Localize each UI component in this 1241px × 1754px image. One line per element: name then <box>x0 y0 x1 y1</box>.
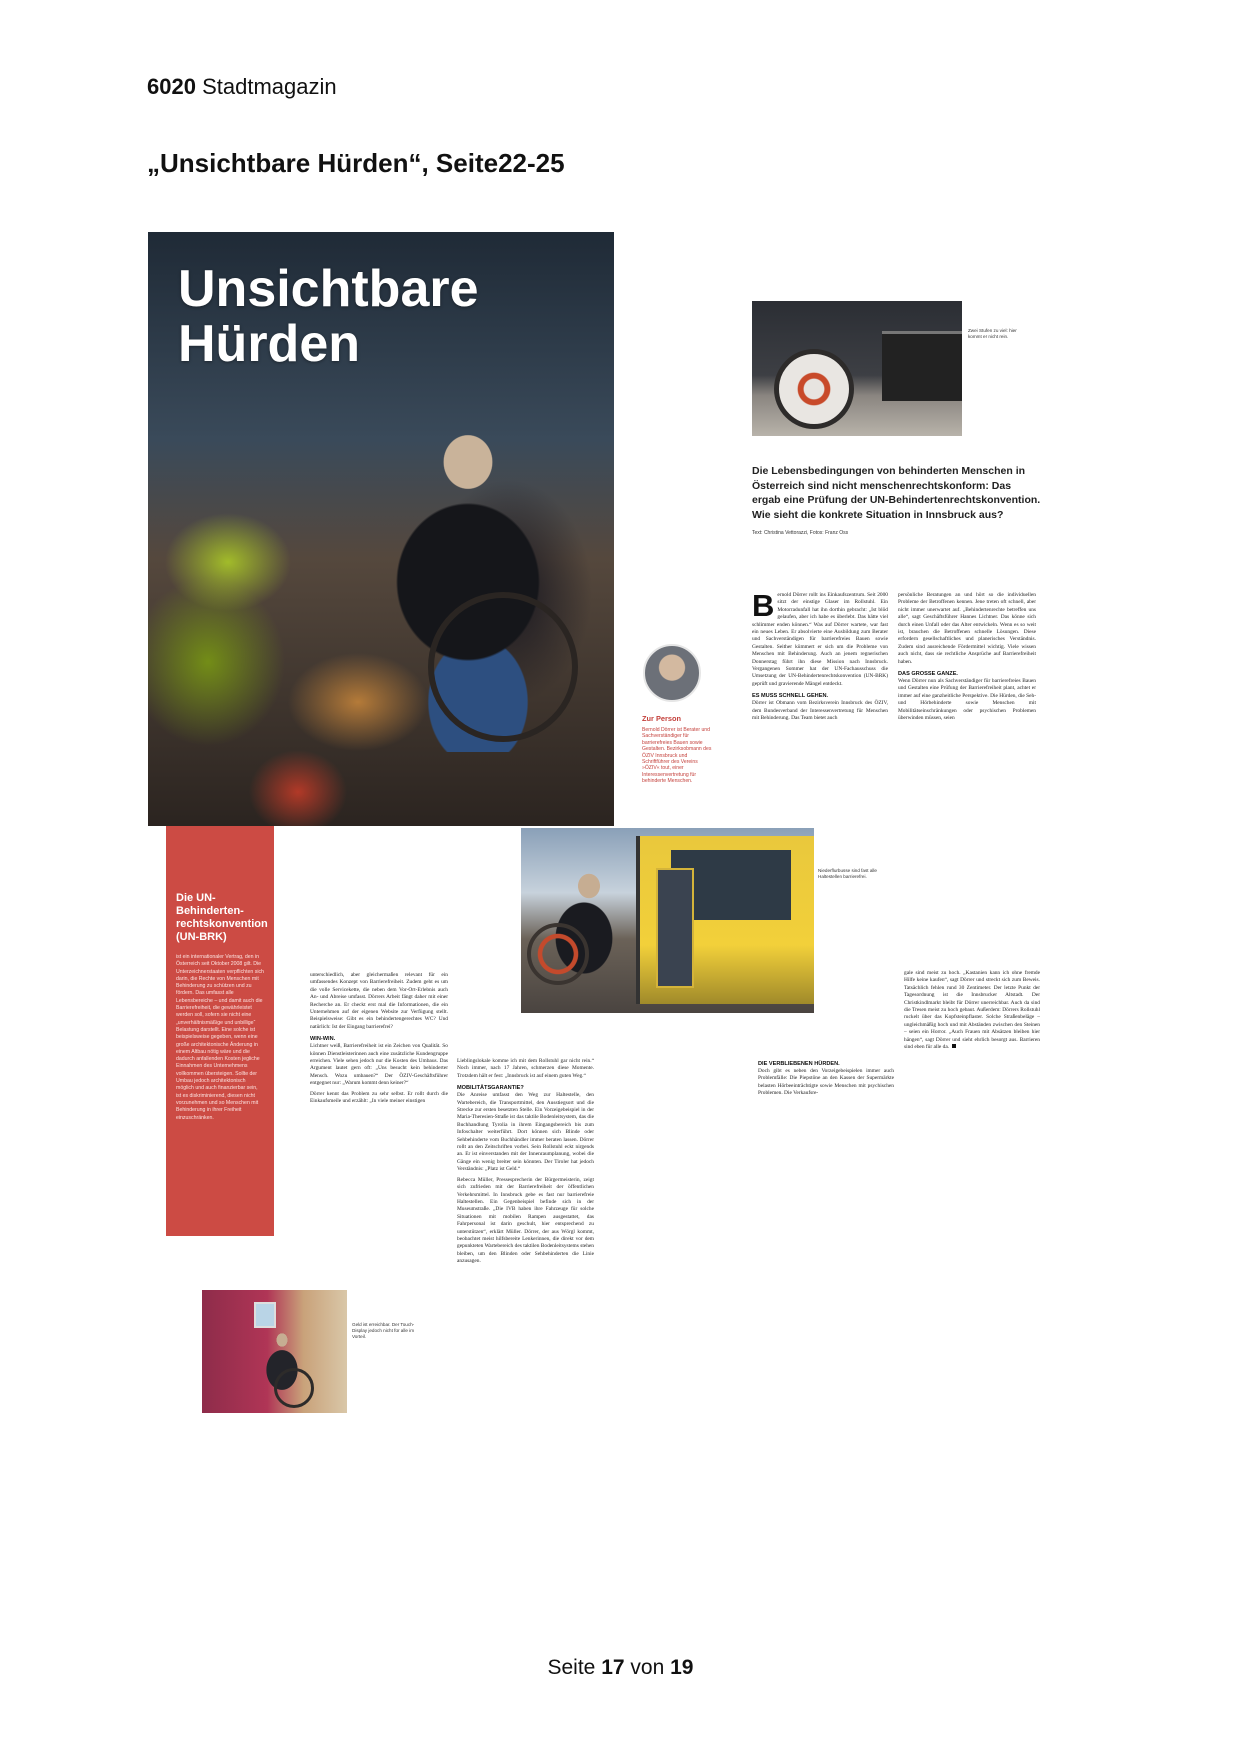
col3-paragraph-2: Lichtner weiß, Barrierefreiheit ist ein Zeichen von Qualität. So können Dienstleisterinnen auch eine zusätzliche Kundengruppe erreichen. Viele sehen jedoch nur die Kosten des Umbaus. Das Argument lautet gern oft: „Uns besucht kein behinderter Mensch. Wozu umbauen?“ Der ÖZIV-Geschäftsführer entgegnet nur: „Warum kommt denn keiner?“ <box>310 1043 448 1087</box>
article-end-mark <box>952 1044 956 1048</box>
info-box-un-brk <box>166 826 274 1236</box>
hero-photo-supermarket <box>148 232 614 826</box>
column-2 <box>898 592 1036 726</box>
portrait-photo <box>643 644 701 702</box>
col3-paragraph-1: unterschiedlich, aber gleichermaßen relevant für ein umfassendes Konzept von Barrierefreiheit. Zudem geht es um die volle Servicekette, die neben dem Vor-Ort-Erlebnis auch An- und Abreise umfasst. Dörrers Arbeit fängt daher mit einer Recherche an. Er checkt erst mal die Informationen, die ein Unternehmen auf der eigenen Website zur Verfügung stellt. Beispielsweise: Gibt es ein behindertengerechtes WC? Und natürlich: Ist der Eingang barrierefrei? <box>310 972 448 1030</box>
atm-wheelchair <box>274 1368 314 1408</box>
article-lead: Die Lebensbedingungen von behinderten Menschen in Österreich sind nicht menschenrechtskonform: Das ergab eine Prüfung der UN-Behindertenrechtskonvention. Wie sieht die konkrete Situation in Innsbruck aus? <box>752 465 1041 521</box>
caption-bus-photo: Niederflurbusse sind fast alle Haltestellen barrierefrei. <box>818 868 877 879</box>
publication-name: Stadtmagazin <box>202 74 337 99</box>
col4-subheading: MOBILITÄTSGARANTIE? <box>457 1085 524 1092</box>
photo-bus <box>521 828 814 1013</box>
hero-title <box>178 262 479 371</box>
col5-subheading: DIE VERBLIEBENEN HÜRDEN. <box>758 1061 840 1067</box>
col5-paragraph-1: Doch gibt es neben den Vorzeigebeispielen immer auch Problemfälle: Die Piepstöne an den Kassen der Supermärkte belasten Hörbeeinträchtigte sowie Menschen mit psychischen Problemen. Die Verkaufsre- <box>758 1068 894 1097</box>
page-footer <box>0 1656 1241 1680</box>
col3-subheading: WIN-WIN. <box>310 1036 336 1043</box>
zur-person-text: Bernold Dörrer ist Berater und Sachverständiger für barrierefreies Bauen sowie Gestalten. Bezirksobmann des ÖZIV Innsbruck und Schriftführer des Vereins »ÖZIV« tout, einer Interessenvertretung für behinderte Menschen. <box>642 727 712 785</box>
hero-title-line2: Hürden <box>178 314 360 373</box>
zur-person-label: Zur Person <box>642 714 682 723</box>
col2-paragraph-2: Wenn Dörrer nun als Sachverständiger für barrierefreies Bauen und Gestalten eine Prüfung der Barrierefreiheit plant, achtet er immer auf eine ganzheitliche Perspektive. Die Hürden, die Seh- und Hörbehinderte sowie Menschen mit Mobilitätseinschränkungen oder psychischen Problemen überwinden müssen, seien <box>898 678 1036 722</box>
footer-current-page: 17 <box>601 1656 625 1679</box>
column-6 <box>904 970 1040 1054</box>
publication-number: 6020 <box>147 74 196 99</box>
col4-paragraph-3: Rebecca Müller, Pressesprecherin der Bürgermeisterin, zeigt sich zufrieden mit der Barrierefreiheit der öffentlichen Verkehrsmittel. In Innsbruck gebe es fast nur barrierefreie Haltestellen. Ein Gegenbeispiel befinde sich in der Museumstraße. „Die IVB haben ihre Fahrzeuge für solche Situationen mit mobilen Rampen ausgestattet, das Fahrpersonal ist darin geschult, hier entsprechend zu unterstützen“, erklärt Müller. Dörrer, der aus Wörgl kommt, beobachtet meist hilfsbereite Lenkerinnen, die direkt vor dem gepunkteten Wartebereich des taktilen Bodenleitsystems stehen bleiben, um den Blinden oder Sehbehinderten die Linie anzusagen. <box>457 1176 594 1265</box>
atm-screen <box>254 1302 276 1328</box>
caption-wheel-photo: Zwei Stufen zu viel: hier kommt er nicht rein. <box>968 328 1017 339</box>
bus-wheelchair <box>527 923 589 985</box>
col2-paragraph-1: persönliche Beratungen an und hört so die individuellen Probleme der Betroffenen kennen. Jene treten oft schnell, aber nicht immer unerwartet auf. „Behindertenrechte betreffen uns alle“, sagt Geschäftsführer Hannes Lichtner. Das könne sich durch einen Unfall oder das Alter entwickeln. Wenn es so weit ist, brauchen die Betroffenen schnelle Lösungen. Diese erfordern gesellschaftliches und planerisches Verständnis. Zudem sind ausreichende Fördermittel wichtig. Viele wissen auch nicht, dass sie rechtliche Ansprüche auf Barrierefreiheit haben. <box>898 592 1036 665</box>
column-4 <box>457 1058 594 1269</box>
stairs-step <box>882 331 962 401</box>
col3-paragraph-3: Dörrer kennt das Problem zu sehr selbst. Er rollt durch die Einkaufsmeile und erzählt: „In viele meiner einstigen <box>310 1090 448 1105</box>
wheelchair-wheel <box>774 349 854 429</box>
footer-total-pages: 19 <box>670 1656 694 1679</box>
col1-paragraph-2: Dörrer ist Obmann vom Bezirksverein Innsbruck des ÖZIV, dem Bundesverband der Interessenvertretung für Menschen mit Behinderung. Das Team bietet auch <box>752 700 888 722</box>
zur-person-box <box>642 714 716 785</box>
info-box-title: Die UN-Behinderten-rechtskonvention (UN-BRK) <box>176 892 268 943</box>
col1-subheading: ES MUSS SCHNELL GEHEN. <box>752 693 829 700</box>
dropcap: B <box>752 588 775 623</box>
hero-title-line1: Unsichtbare <box>178 260 479 318</box>
photo-wheelchair-steps <box>752 301 962 436</box>
col4-paragraph-1: Lieblingslokale komme ich mit dem Rollstuhl gar nicht rein.“ Noch immer, nach 17 Jahren, schmerzen diese Momente. Trotzdem hält er fest: „Innsbruck ist auf einem guten Weg.“ <box>457 1058 594 1079</box>
publication-header <box>147 74 337 100</box>
footer-separator: von <box>630 1656 665 1679</box>
col6-paragraph-1: gale sind meist zu hoch. „Kastanien kann ich ohne fremde Hilfe keine kaufen“, sagt Dörrer und streckt sich zum Beweis. Tatsächlich fehlen rund 30 Zentimeter. Der letzte Punkt der Tagesordnung ist die Innsbrucker Altstadt. Der Christkindlmarkt bleibt für Dörrer unerreichbar. Auch da sind die Tresen meist zu hoch gebaut. Außerdem: Dörrers Rollstuhl ruckelt über das Kopfsteinpflaster. Solche Straßenbeläge – ungleichmäßig hoch und mit Abständen zwischen den Steinen – seien ein Horror. „Auch Frauen mit Absätzen bleiben hier hängen“, sagt Dörrer und sieht ehrlich besorgt aus. Barrieren sind eben für alle da. <box>904 970 1040 1051</box>
column-5 <box>758 1056 894 1101</box>
col1-paragraph-1: ernold Dörrer rollt ins Einkaufszentrum. Seit 2000 sitzt der einstige Glaser im Rollstuhl. Ein Motorradunfall hat ihn dorthin gebracht: „Ist blöd gelaufen, aber ich habe es überlebt. Das hätte viel schlimmer enden können.“ Was auf Dörrer wartete, war fast ein neues Leben. Er absolvierte eine Ausbildung zum Berater und Sachverständigen für barrierefreies Bauen sowie Gestalten. Seither kümmert er sich um die Probleme von Menschen mit Behinderung. Auch an jenem regnerischen Donnerstag führt ihn diese Mission nach Innsbruck. Vergangenen Sommer hat der UN-Fachausschuss die Umsetzung der UN-Behindertenrechtskonvention (UN-BRK) geprüft und gravierende Mängel entdeckt. <box>752 592 888 687</box>
info-box-text: ist ein internationaler Vertrag, den in Österreich seit Oktober 2008 gilt. Die Unterzeichnerstaaten verpflichten sich darin, die Rechte von Menschen mit Behinderung zu schützen und zu fördern. Das umfasst alle Lebensbereiche – und damit auch die Barrierefreiheit, die gewährleistet werden soll, sofern sie nicht eine „unverhältnismäßige und unbillige“ Belastung darstellt. Eine solche ist beispielsweise gegeben, wenn eine große architektonische Änderung in einem Altbau nötig wäre und die dadurch anfallenden Kosten jegliche Einnahmen des Unternehmens vollkommen übersteigen. Sollte der Umbau jedoch architektonisch möglich und auch finanzierbar sein, ist es diskriminierend, diesen nicht vorzunehmen und so Menschen mit Behinderung in ihrer Freiheit einzuschränken. <box>176 954 264 1121</box>
column-1 <box>752 588 888 726</box>
footer-prefix: Seite <box>547 1656 596 1679</box>
photo-atm <box>202 1290 347 1413</box>
column-3 <box>310 972 448 1109</box>
caption-atm-photo: Geld ist erreichbar. Der Touch-Display jedoch nicht für alle im Vorteil. <box>352 1322 415 1339</box>
bus-door <box>656 868 694 988</box>
hero-wheelchair <box>428 592 578 742</box>
article-title: „Unsichtbare Hürden“, Seite22-25 <box>147 148 565 178</box>
col2-subheading: DAS GROSSE GANZE. <box>898 671 958 678</box>
col4-paragraph-2: Die Anreise umfasst den Weg zur Haltestelle, den Wartebereich, die Transportmittel, den Ausstiegsort und die Strecke zur ersten besetzten Stelle. Ein Vorzeigebeispiel in der Maria-Theresien-Straße ist das taktile Bodenleitsystem, das die Buchhandlung Tyrolia in ihrem Eingangsbereich bis zum Infoschalter weiterführt. Dort können sich Blinde oder Sehbehinderte vom Buchhändler immer beraten lassen. Dörrer rollt an den Zeitschriften vorbei. Sein Rollstuhl eckt nirgends an. Er ist einverstanden mit der Innenraumplanung, wobei die Gänge ein wenig breiter sein könnten. Der Tiroler hat jedoch Verständnis: „Platz ist Geld.“ <box>457 1092 594 1173</box>
article-credits: Text: Christina Vettorazzi, Fotos: Franz Oss <box>752 530 849 536</box>
